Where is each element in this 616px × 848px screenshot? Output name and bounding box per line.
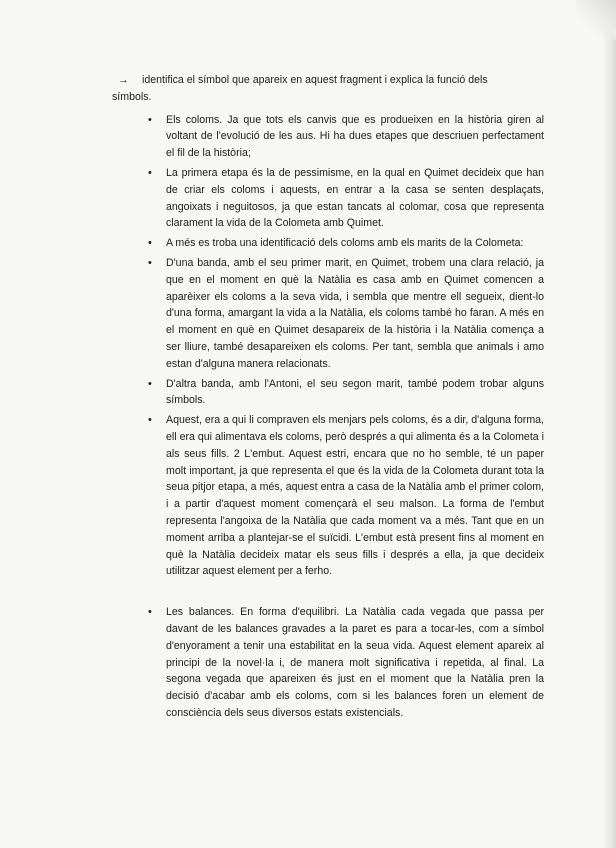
list-item: • Els coloms. Ja que tots els canvis que es produeixen en la història giren al voltant de l'evolució de les aus. Hi ha dues etapes que descriuen perfectament el fil de la història; bbox=[148, 113, 544, 160]
bullet-icon: • bbox=[148, 414, 152, 427]
arrow-icon: → bbox=[118, 74, 129, 86]
page-corner-fold bbox=[576, 0, 616, 40]
bullet-icon: • bbox=[148, 113, 152, 126]
document-body bbox=[112, 72, 544, 725]
list-item: • Les balances. En forma d'equilibri. La Natàlia cada vegada que passa per davant de les balances gravades a la paret es para a tocar-les, com a símbol d'enyorament a tenir una estabilitat en la seua vida. Aquest element apareix al principi de la novel·la i, de manera molt significativa i repetida, al final. La segona vegada que apareixen és just en el moment que la Natàlia pren la decisió d'acabar amb els coloms, com si les balances foren un element de consciència dels seus diversos estats existencials. bbox=[148, 606, 544, 719]
list-item: • D'una banda, amb el seu primer marit, en Quimet, trobem una clara relació, ja que en el moment en què la Natàlia es casa amb en Quimet comencen a aparèixer els coloms a la seva vida, i sembla que mentre ell segueix, dient-lo d'una forma, amargant la vida a la Natàlia, els coloms també ho faran. A més en el moment en què en Quimet desapareix de la història i la Natàlia comença a ser lliure, també desapareixen els coloms. Per tant, sembla que animals i amo estan d'alguna manera relacionats. bbox=[148, 256, 544, 370]
question-heading bbox=[112, 72, 544, 89]
bullet-icon: • bbox=[148, 256, 152, 269]
bullet-icon: • bbox=[148, 606, 152, 619]
bullet-icon: • bbox=[148, 377, 152, 390]
heading-line-1: identifica el símbol que apareix en aquest fragment i explica la funció dels bbox=[142, 74, 488, 86]
bullet-icon: • bbox=[148, 166, 152, 179]
bullet-icon: • bbox=[148, 237, 152, 250]
list-item: • Aquest, era a qui li compraven els menjars pels coloms, és a dir, d'alguna forma, ell era qui alimentava els coloms, però després a qui alimenta és a la Colometa i als seus fills. 2 L'embut. Aquest estri, encara que no ho semble, té un paper molt important, ja que representa el que és la vida de la Colometa durant tota la seua pitjor etapa, a més, aquest entra a casa de la Natàlia amb el primer colom, i a partir d'aquest moment començarà el seu malson. La forma de l'embut representa l'angoixa de la Natàlia que cada moment va a més. Tant que en un moment arriba a plantejar-se el suïcidi. L'embut està present fins al moment en què la Natàlia decideix matar els seus fills i després a ella, ja que decideix utilitzar aquest element per a ferho. bbox=[148, 414, 544, 578]
heading-line-2: símbols. bbox=[112, 90, 152, 103]
list-item: • D'altra banda, amb l'Antoni, el seu segon marit, també podem trobar alguns símbols. bbox=[148, 377, 544, 407]
list-item: • A més es troba una identificació dels coloms amb els marits de la Colometa: bbox=[112, 235, 544, 252]
page-edge-shadow bbox=[602, 0, 616, 848]
bullet-list bbox=[112, 112, 544, 722]
list-item: • La primera etapa és la de pessimisme, en la qual en Quimet decideix que han de criar els coloms i aquests, en entrar a la casa se senten desplaçats, angoixats i neguitosos, ja que estan tancats al colomar, cosa que representa clarament la vida de la Colometa amb Quimet. bbox=[148, 166, 544, 230]
